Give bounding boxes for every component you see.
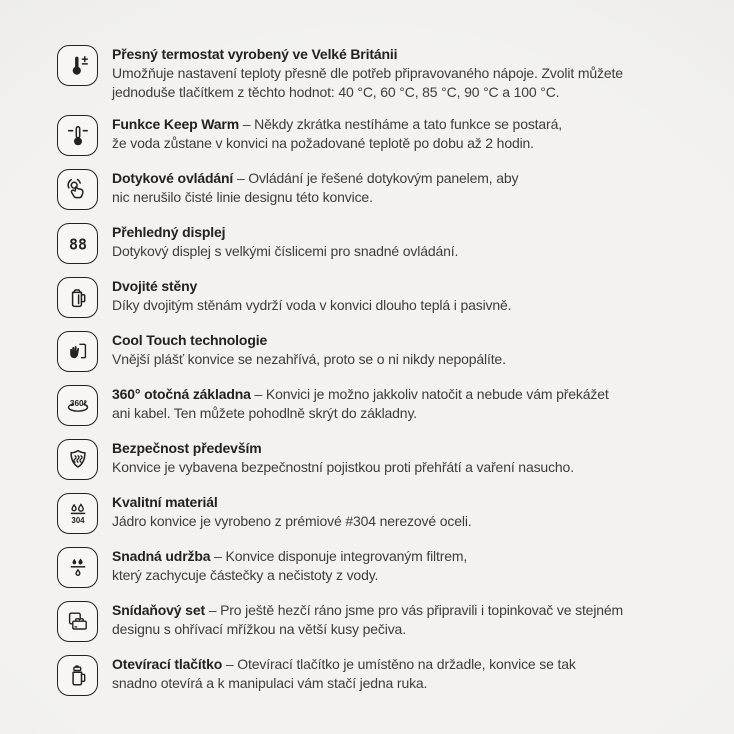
double-wall-kettle-icon: [57, 277, 98, 318]
feature-description-line: Dotykový displej s velkými číslicemi pro snadné ovládání.: [112, 243, 459, 259]
feature-title-line: [112, 601, 623, 620]
feature-row: [57, 493, 697, 534]
feature-description-line: nic nerušilo čisté linie designu této konvice.: [112, 189, 373, 205]
feature-description: [112, 242, 458, 261]
feature-title: Bezpečnost především: [112, 440, 262, 456]
feature-title-rest: – Konvici je možno jakkoliv natočit a nebude vám překážet: [250, 386, 609, 402]
feature-title: Otevírací tlačítko: [112, 656, 223, 672]
feature-description: [112, 566, 467, 585]
feature-row: [57, 331, 697, 372]
feature-row: [57, 45, 697, 102]
svg-text:88: 88: [68, 234, 87, 253]
feature-title-line: [112, 277, 511, 296]
feature-title-line: [112, 169, 518, 188]
feature-title: 360° otočná základna: [112, 386, 251, 402]
feature-description: [112, 404, 609, 423]
feature-title: Snadná udržba: [112, 548, 211, 564]
feature-row: [57, 547, 697, 588]
feature-row: [57, 169, 697, 210]
feature-text: [112, 45, 623, 102]
feature-title-line: [112, 115, 562, 134]
feature-text: [112, 493, 472, 531]
feature-title-rest: – Ovládání je řešené dotykovým panelem, aby: [233, 170, 519, 186]
thermometer-keep-warm-icon: [57, 115, 98, 156]
feature-description: [112, 458, 574, 477]
feature-row: [57, 385, 697, 426]
thermometer-adjust-icon: [57, 45, 98, 86]
feature-description-line: designu s ohřívací mřížkou na větší kusy pečiva.: [112, 621, 406, 637]
safety-shield-icon: [57, 439, 98, 480]
feature-description-line: Vnější plášť konvice se nezahřívá, proto se o ni nikdy nepopálíte.: [112, 351, 506, 367]
feature-description: [112, 350, 506, 369]
feature-title: Kvalitní materiál: [112, 494, 218, 510]
feature-title-line: [112, 547, 467, 566]
cool-touch-hand-icon: [57, 331, 98, 372]
feature-text: [112, 547, 467, 585]
feature-text: [112, 385, 609, 423]
feature-description: [112, 188, 518, 207]
feature-title-rest: – Někdy zkrátka nestíháme a tato funkce se postará,: [239, 116, 562, 132]
feature-text: [112, 277, 511, 315]
feature-title-line: [112, 385, 609, 404]
feature-text: [112, 331, 506, 369]
feature-description-line: snadno otevírá a k manipulaci vám stačí jedna ruka.: [112, 675, 428, 691]
feature-description-line: Umožňuje nastavení teploty přesně dle potřeb připravovaného nápoje. Zvolit můžete: [112, 65, 623, 81]
feature-row: [57, 115, 697, 156]
feature-row: [57, 223, 697, 264]
feature-title: Dotykové ovládání: [112, 170, 234, 186]
feature-title: Snídaňový set: [112, 602, 205, 618]
feature-description-line: Konvice je vybavena bezpečnostní pojistkou proti přehřátí a vaření nasucho.: [112, 459, 574, 475]
feature-description: [112, 134, 562, 153]
feature-title-line: [112, 439, 574, 458]
feature-description: [112, 620, 623, 639]
feature-text: [112, 439, 574, 477]
feature-description-line: Jádro konvice je vyrobeno z prémiové #304 nerezové oceli.: [112, 513, 472, 529]
svg-text:360°: 360°: [69, 398, 87, 408]
feature-row: [57, 277, 697, 318]
feature-description-line: že voda zůstane v konvici na požadované teplotě po dobu až 2 hodin.: [112, 135, 534, 151]
feature-title-rest: – Konvice disponuje integrovaným filtrem,: [210, 548, 468, 564]
feature-description-line: Díky dvojitým stěnám vydrží voda v konvici dlouho teplá i pasivně.: [112, 297, 512, 313]
feature-row: [57, 655, 697, 696]
feature-title: Přesný termostat vyrobený ve Velké Británii: [112, 46, 398, 62]
feature-title-line: [112, 223, 458, 242]
feature-title: Funkce Keep Warm: [112, 116, 240, 132]
feature-title-rest: – Pro ještě hezčí ráno jsme pro vás připravili i topinkovač ve stejném: [204, 602, 624, 618]
toaster-breakfast-set-icon: [57, 601, 98, 642]
rotate-360-base-icon: [57, 385, 98, 426]
feature-description-line: který zachycuje částečky a nečistoty z vody.: [112, 567, 379, 583]
digital-display-icon: [57, 223, 98, 264]
feature-title-line: [112, 655, 576, 674]
feature-text: [112, 169, 518, 207]
feature-text: [112, 223, 458, 261]
feature-row: [57, 439, 697, 480]
feature-text: [112, 115, 562, 153]
feature-title-line: [112, 493, 472, 512]
steel-304-material-icon: [57, 493, 98, 534]
feature-description-line: jednoduše tlačítkem z těchto hodnot: 40 °C, 60 °C, 85 °C, 90 °C a 100 °C.: [112, 84, 560, 100]
feature-description: [112, 296, 511, 315]
feature-description: [112, 674, 576, 693]
feature-description: [112, 512, 472, 531]
feature-title: Přehledný displej: [112, 224, 226, 240]
feature-title-line: [112, 45, 623, 64]
feature-title-rest: – Otevírací tlačítko je umístěno na držadle, konvice se tak: [222, 656, 576, 672]
feature-description-line: ani kabel. Ten můžete pohodlně skrýt do základny.: [112, 405, 417, 421]
feature-text: [112, 601, 623, 639]
feature-title-line: [112, 331, 506, 350]
touch-control-icon: [57, 169, 98, 210]
svg-text:304: 304: [70, 515, 85, 525]
feature-description: [112, 64, 623, 102]
open-lid-button-icon: [57, 655, 98, 696]
water-filter-drops-icon: [57, 547, 98, 588]
feature-title: Dvojité stěny: [112, 278, 198, 294]
feature-row: [57, 601, 697, 642]
product-features-panel: [57, 45, 697, 696]
feature-text: [112, 655, 576, 693]
feature-title: Cool Touch technologie: [112, 332, 268, 348]
